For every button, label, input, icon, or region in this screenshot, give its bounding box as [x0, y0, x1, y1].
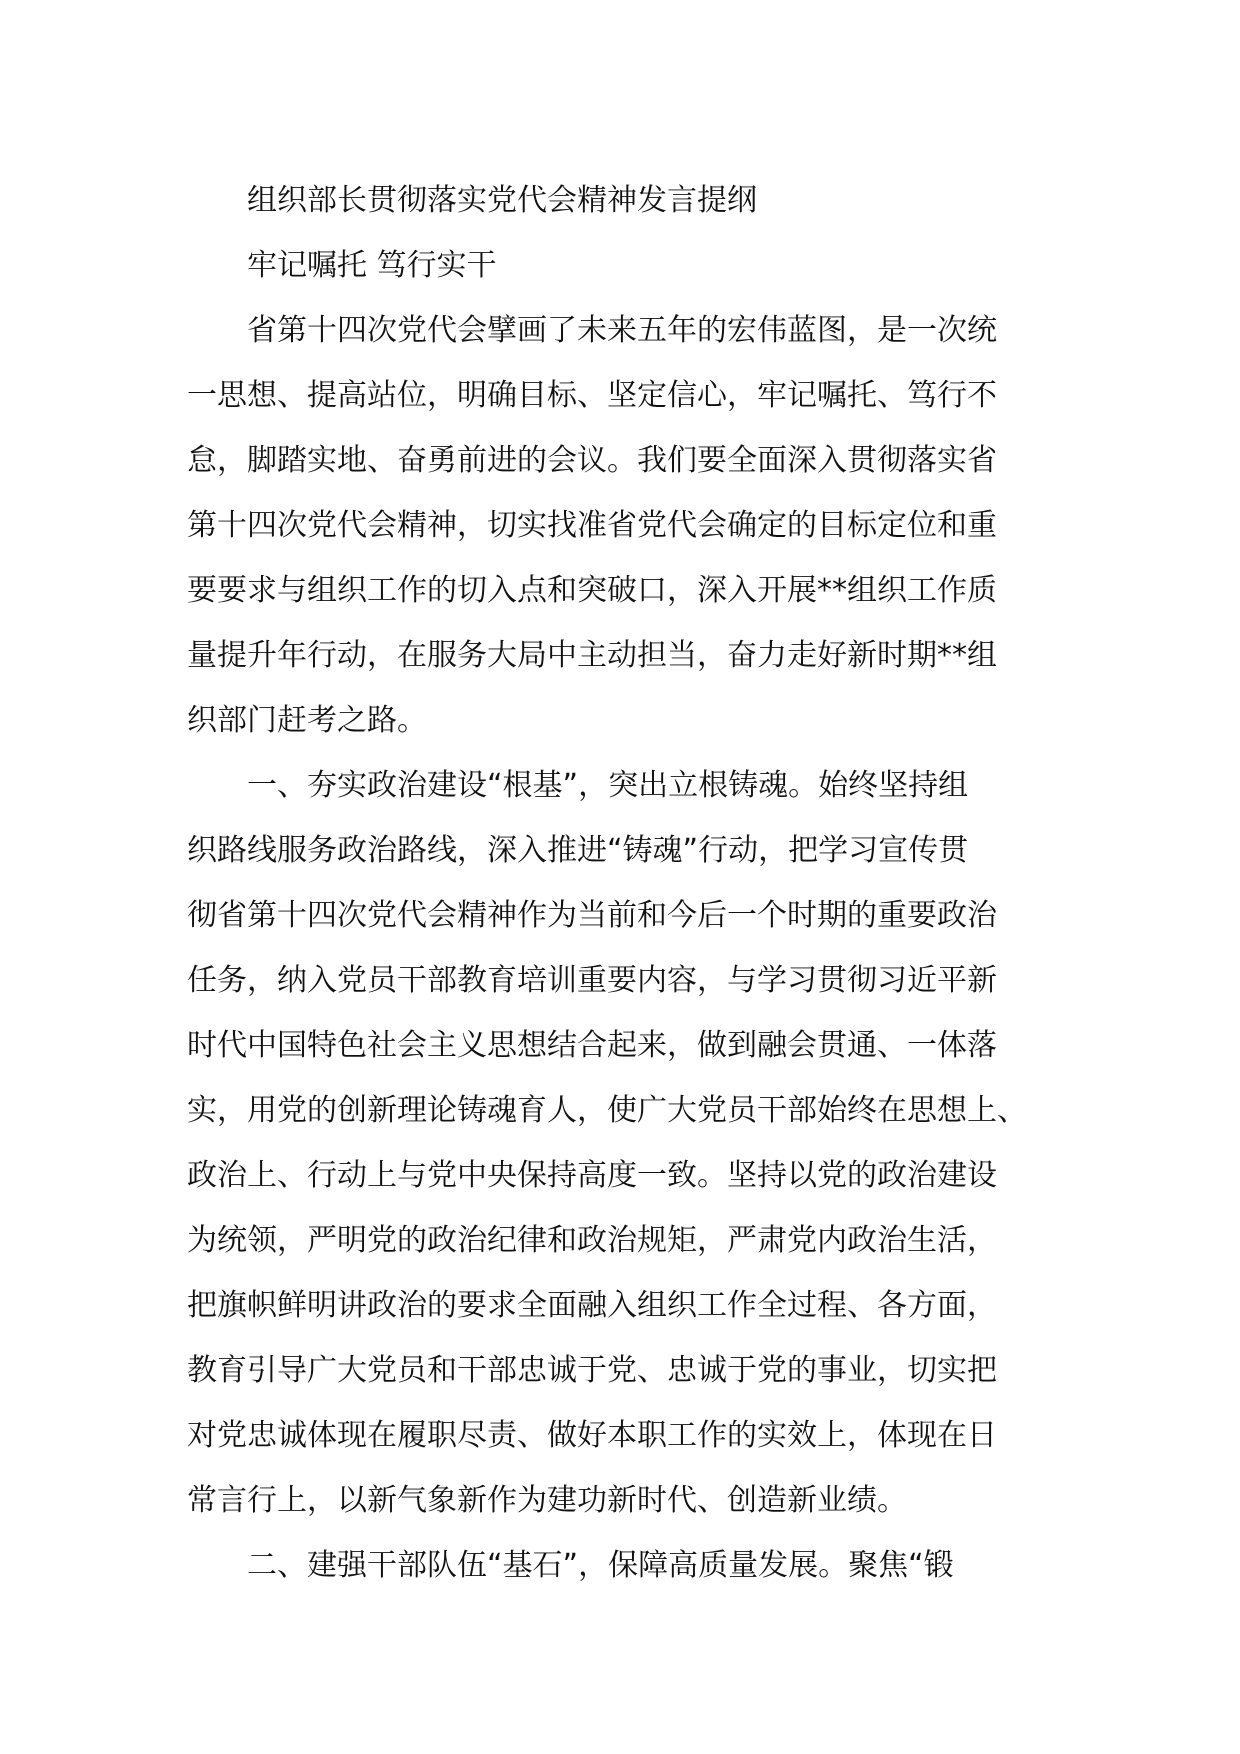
paragraph-line: 要要求与组织工作的切入点和突破口，深入开展**组织工作质	[187, 573, 997, 608]
section-1-paragraph	[187, 753, 1057, 1533]
paragraph-line: 织部门赶考之路。	[187, 703, 427, 738]
section-2-paragraph	[187, 1533, 1057, 1598]
paragraph-line: 政治上、行动上与党中央保持高度一致。坚持以党的政治建设	[187, 1158, 997, 1193]
paragraph-line: 任务，纳入党员干部教育培训重要内容，与学习贯彻习近平新	[187, 963, 997, 998]
paragraph-line: 二、建强干部队伍“基石”，保障高质量发展。聚焦“锻	[247, 1548, 954, 1583]
paragraph-line: 时代中国特色社会主义思想结合起来，做到融会贯通、一体落	[187, 1028, 997, 1063]
paragraph-line: 一、夯实政治建设“根基”，突出立根铸魂。始终坚持组	[247, 768, 969, 803]
paragraph-line: 彻省第十四次党代会精神作为当前和今后一个时期的重要政治	[187, 898, 997, 933]
document-body	[187, 168, 1057, 1598]
paragraph-line: 一思想、提高站位，明确目标、坚定信心，牢记嘱托、笃行不	[187, 378, 997, 413]
paragraph-line: 实，用党的创新理论铸魂育人，使广大党员干部始终在思想上、	[187, 1093, 1027, 1128]
paragraph-line: 为统领，严明党的政治纪律和政治规矩，严肃党内政治生活，	[187, 1223, 997, 1258]
paragraph-line: 教育引导广大党员和干部忠诚于党、忠诚于党的事业，切实把	[187, 1353, 997, 1388]
paragraph-line: 常言行上，以新气象新作为建功新时代、创造新业绩。	[187, 1483, 907, 1518]
paragraph-line: 对党忠诚体现在履职尽责、做好本职工作的实效上，体现在日	[187, 1418, 997, 1453]
document-subtitle: 牢记嘱托 笃行实干	[247, 248, 497, 283]
paragraph-line: 第十四次党代会精神，切实找准省党代会确定的目标定位和重	[187, 508, 997, 543]
paragraph-line: 怠，脚踏实地、奋勇前进的会议。我们要全面深入贯彻落实省	[187, 443, 997, 478]
paragraph-line: 省第十四次党代会擘画了未来五年的宏伟蓝图，是一次统	[247, 313, 997, 348]
paragraph-line: 量提升年行动，在服务大局中主动担当，奋力走好新时期**组	[187, 638, 997, 673]
paragraph-line: 把旗帜鲜明讲政治的要求全面融入组织工作全过程、各方面，	[187, 1288, 997, 1323]
intro-paragraph	[187, 298, 1057, 753]
paragraph-line: 织路线服务政治路线，深入推进“铸魂”行动，把学习宣传贯	[187, 833, 969, 868]
document-title: 组织部长贯彻落实党代会精神发言提纲	[247, 183, 757, 218]
